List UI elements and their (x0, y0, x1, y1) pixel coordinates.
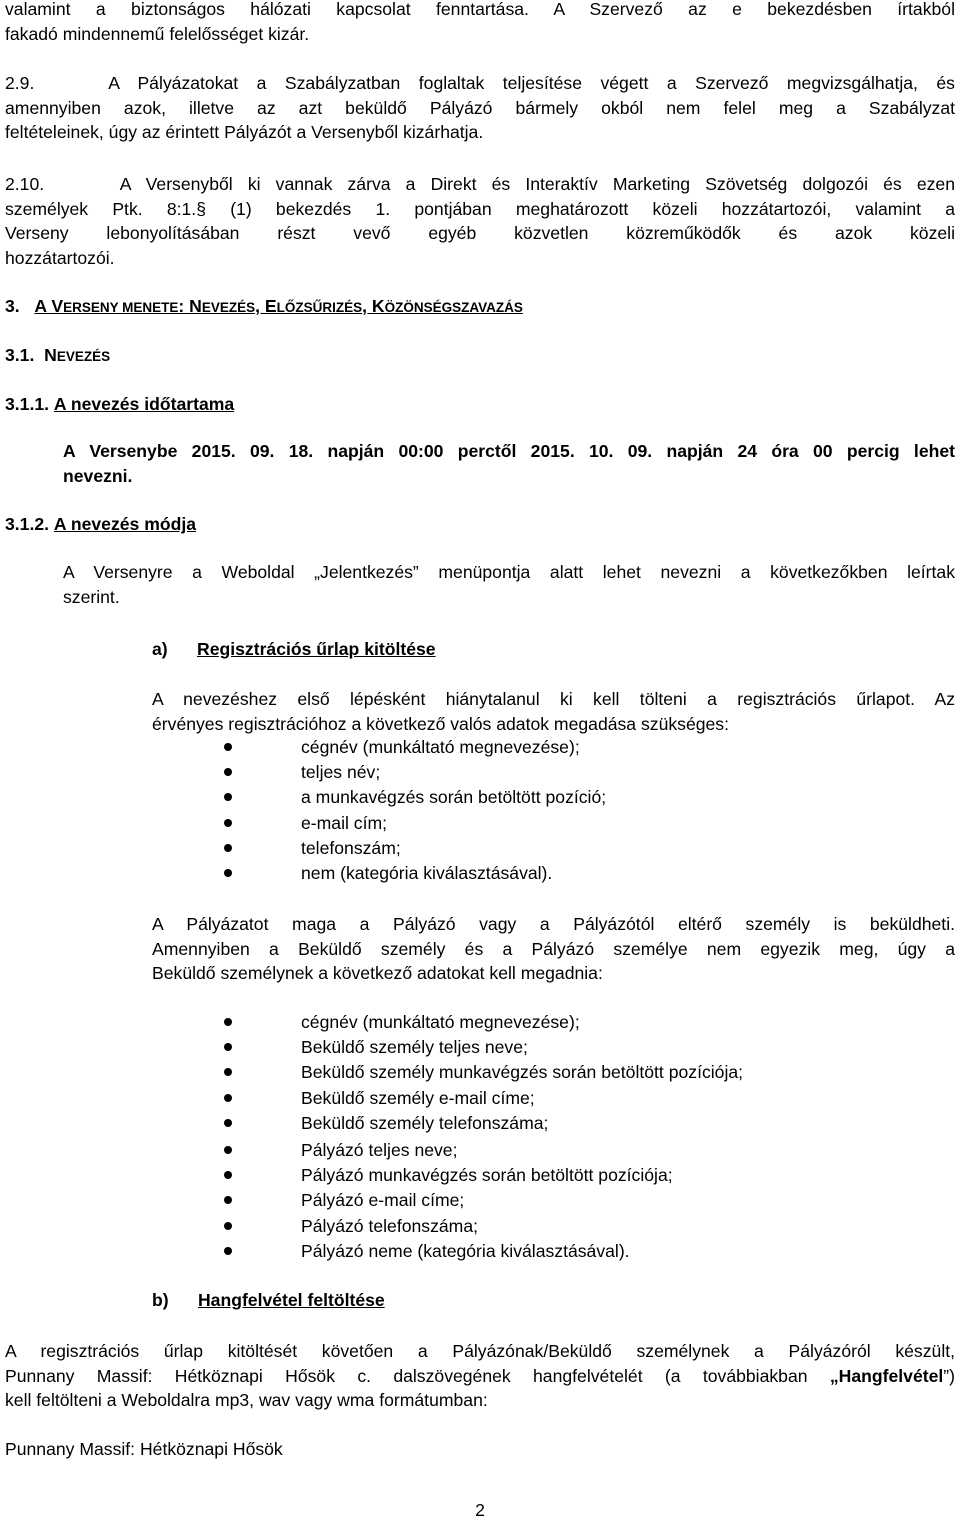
list-item: Pályázó munkavégzés során betöltött pozíciója; (220, 1163, 920, 1188)
subheading-b (152, 1288, 852, 1313)
subheading-title: Regisztrációs űrlap kitöltése (197, 639, 436, 659)
list-item: Beküldő személy e-mail címe; (220, 1086, 920, 1111)
section-number: 3.1.2. (5, 514, 50, 534)
sender-data-list (220, 1010, 920, 1136)
text-line: A regisztrációs űrlap kitöltését követően a Pályázónak/Beküldő személynek a Pályázóról készült, (5, 1341, 955, 1361)
heading-title: NEVEZÉS (44, 345, 111, 365)
heading-title: A nevezés módja (53, 514, 197, 534)
paragraph-b (5, 1339, 955, 1413)
heading-3 (5, 294, 955, 321)
heading-title: A nevezés időtartama (53, 394, 235, 414)
text-line: A nevezéshez első lépésként hiánytalanul ki kell tölteni a regisztrációs űrlapot. Az (152, 689, 955, 709)
list-item: telefonszám; (220, 836, 920, 861)
list-item: cégnév (munkáltató megnevezése); (220, 1010, 920, 1035)
list-item: a munkavégzés során betöltött pozíció; (220, 785, 920, 810)
text-line: nevezni. (63, 465, 133, 486)
heading-3-1 (5, 343, 955, 370)
subheading-label: a) (152, 639, 168, 659)
bold-term: Hangfelvétel (838, 1365, 944, 1386)
text-line: érvényes regisztrációhoz a következő valós adatok megadása szükséges: (152, 713, 729, 734)
text-line: hozzátartozói. (5, 247, 115, 268)
paragraph-a-1 (152, 687, 955, 736)
text-line: A Versenyből ki vannak zárva a Direkt és Interaktív Marketing Szövetség dolgozói és ezen (119, 174, 955, 194)
song-title: Punnany Massif: Hétköznapi Hősök (5, 1439, 283, 1459)
list-item: Beküldő személy telefonszáma; (220, 1111, 920, 1136)
heading-3-1-1 (5, 392, 955, 417)
section-number: 3.1. (5, 345, 35, 365)
text-line: fakadó mindennemű felelősséget kizár. (5, 23, 310, 44)
paragraph-a-2 (152, 912, 955, 986)
list-item: nem (kategória kiválasztásával). (220, 861, 920, 886)
text-line: Verseny lebonyolításában részt vevő egyéb közvetlen közreműködők és azok közeli (5, 223, 955, 243)
heading-3-1-2 (5, 512, 955, 537)
text-line: szerint. (63, 586, 120, 607)
text-line: Amennyiben a Beküldő személy és a Pályázó személye nem egyezik meg, úgy a (152, 938, 955, 959)
text-line: A Pályázatokat a Szabályzatban foglaltak teljesítése végett a Szervező megvizsgálhatja, és (108, 73, 955, 93)
text-line: A Pályázatot maga a Pályázó vagy a Pályázótól eltérő személy is beküldheti. (152, 914, 955, 934)
text-line: Punnany Massif: Hétköznapi Hősök c. dalszövegének hangfelvételét (a továbbiakban „Hangfelvétel”) (5, 1365, 955, 1386)
applicant-data-list (220, 1138, 920, 1264)
paragraph-2-10 (5, 172, 955, 270)
heading-title: A VERSENY MENETE: NEVEZÉS, ELŐZSŰRIZÉS, KÖZÖNSÉGSZAVAZÁS (34, 296, 523, 316)
list-item: Beküldő személy munkavégzés során betöltött pozíciója; (220, 1060, 920, 1085)
list-item: Pályázó e-mail címe; (220, 1188, 920, 1213)
section-number: 2.9. (5, 73, 35, 93)
list-item: Pályázó teljes neve; (220, 1138, 920, 1163)
list-item: teljes név; (220, 760, 920, 785)
paragraph-3-1-1 (63, 439, 955, 488)
text-line: Beküldő személynek a következő adatokat kell megadnia: (152, 963, 603, 983)
text-line: A Versenybe 2015. 09. 18. napján 00:00 perctől 2015. 10. 09. napján 24 óra 00 percig lehet (63, 441, 955, 461)
list-item: Pályázó telefonszáma; (220, 1214, 920, 1239)
required-data-list (220, 735, 920, 886)
list-item: e-mail cím; (220, 811, 920, 836)
text-line: személyek Ptk. 8:1.§ (1) bekezdés 1. pontjában meghatározott közeli hozzátartozói, valamint a (5, 198, 955, 219)
section-number: 2.10. (5, 174, 45, 194)
paragraph-2-9 (5, 71, 955, 145)
subheading-label: b) (152, 1290, 169, 1310)
list-item: cégnév (munkáltató megnevezése); (220, 735, 920, 760)
list-item: Pályázó neme (kategória kiválasztásával). (220, 1239, 920, 1264)
paragraph-3-1-2 (63, 560, 955, 609)
text-line: A Versenyre a Weboldal „Jelentkezés” menüpontja alatt lehet nevezni a következőkben leírtak (63, 562, 955, 582)
subheading-title: Hangfelvétel feltöltése (197, 1290, 385, 1310)
subheading-a (152, 637, 852, 662)
list-item: Beküldő személy teljes neve; (220, 1035, 920, 1060)
text-line: feltételeinek, úgy az érintett Pályázót a Versenyből kizárhatja. (5, 122, 484, 142)
text-line: amennyiben azok, illetve az azt beküldő Pályázó bármely okból nem felel meg a Szabályzat (5, 97, 955, 118)
paragraph-continuation (5, 0, 955, 46)
text-line: kell feltölteni a Weboldalra mp3, wav vagy wma formátumban: (5, 1390, 488, 1410)
page-number: 2 (475, 1500, 485, 1520)
section-number: 3. (5, 296, 20, 316)
section-number: 3.1.1. (5, 394, 50, 414)
text-line: valamint a biztonságos hálózati kapcsolat fenntartása. A Szervező az e bekezdésben írtakból (5, 0, 955, 19)
